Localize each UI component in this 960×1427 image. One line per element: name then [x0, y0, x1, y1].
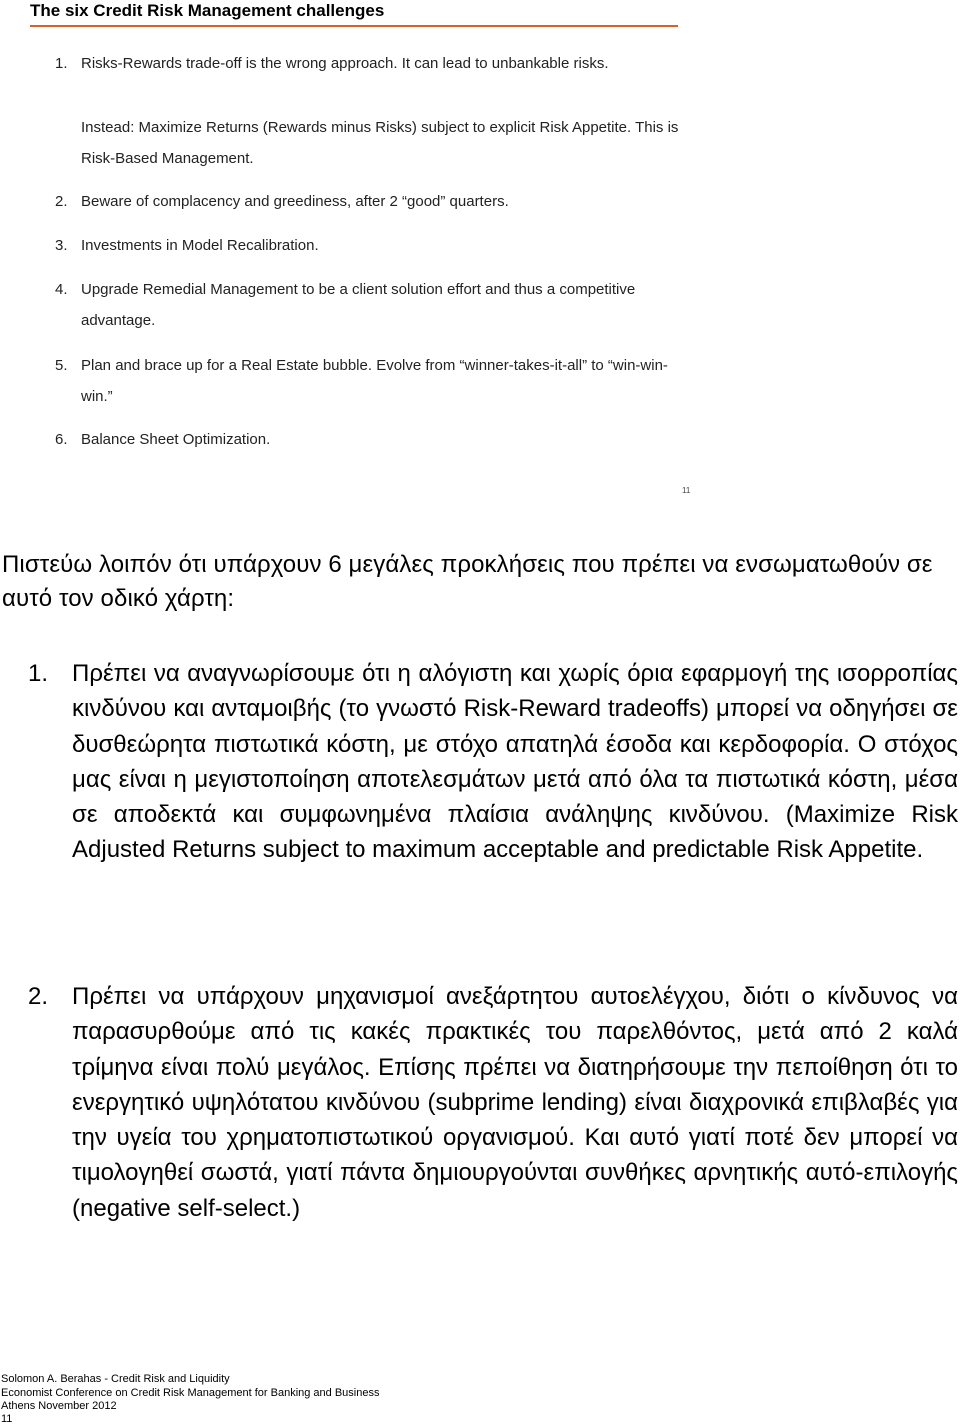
slide-item-text: Balance Sheet Optimization. [81, 431, 271, 448]
body-item-number: 1. [28, 660, 49, 687]
footer-author: Solomon A. Berahas - Credit Risk and Liquidity [1, 1373, 230, 1385]
footer-date: Athens November 2012 [1, 1400, 117, 1412]
slide-page-number: 11 [682, 486, 691, 495]
footer-conference: Economist Conference on Credit Risk Management for Banking and Business [1, 1387, 380, 1399]
slide-item-number: 6. [55, 431, 68, 448]
body-item-text: Πρέπει να αναγνωρίσουμε ότι η αλόγιστη και χωρίς όρια εφαρμογή της ισορροπίας κινδύνου και ανταμοιβής (το γνωστό Risk-Reward tradeoffs) μπορεί να οδηγήσει σε δυσθεώρητα πιστωτικά κόστη, με στόχο απατηλά έσοδα και κερδοφορία. Ο στόχος μας είναι η μεγιστοποίηση αποτελεσμάτων μετά από όλα τα πιστωτικά κόστη, μέσα σε αποδεκτά και συμφωνημένα πλαίσια ανάληψης κινδύνου. (Maximize Risk Adjusted Returns subject to maximum acceptable and predictable Risk Appetite. [72, 660, 958, 864]
slide-item-text: Beware of complacency and greediness, after 2 “good” quarters. [81, 193, 509, 210]
slide-item-number: 3. [55, 237, 68, 254]
slide-item-text: Upgrade Remedial Management to be a client solution effort and thus a competitive advantage. [81, 281, 636, 329]
slide-item-number: 5. [55, 357, 68, 374]
title-underline [30, 25, 678, 27]
slide-item-number: 4. [55, 281, 68, 298]
slide-item-text: Plan and brace up for a Real Estate bubble. Evolve from “winner-takes-it-all” to “win-win-win.” [81, 357, 668, 405]
body-item-number: 2. [28, 983, 49, 1010]
slide-item-number: 2. [55, 193, 68, 210]
slide-title: The six Credit Risk Management challenges [30, 1, 385, 20]
slide-item-text: Investments in Model Recalibration. [81, 237, 319, 254]
slide-item-number: 1. [55, 55, 68, 72]
footer-page-number: 11 [1, 1413, 13, 1425]
body-item-text: Πρέπει να υπάρχουν μηχανισμοί ανεξάρτητου αυτοελέγχου, διότι ο κίνδυνος να παρασυρθούμε από τις κακές πρακτικές του παρελθόντος, μετά από 2 καλά τρίμηνα είναι πολύ μεγάλος. Επίσης πρέπει να διατηρήσουμε την πεποίθηση ότι το ενεργητικό υψηλότατου κινδύνου (subprime lending) είναι διαχρονικά επιβλαβές για την υγεία του χρηματοπιστωτικού οργανισμού. Και αυτό γιατί ποτέ δεν μπορεί να τιμολογηθεί σωστά, γιατί πάντα δημιουργούνται συνθήκες αρνητικής αυτό-επιλογής (negative self-select.) [72, 983, 958, 1222]
intro-paragraph: Πιστεύω λοιπόν ότι υπάρχουν 6 μεγάλες προκλήσεις που πρέπει να ενσωματωθούν σε αυτό τον οδικό χάρτη: [2, 551, 933, 612]
slide-item-text: Instead: Maximize Returns (Rewards minus Risks) subject to explicit Risk Appetite. This is Risk-Based Management. [81, 119, 679, 167]
slide-item-text: Risks-Rewards trade-off is the wrong approach. It can lead to unbankable risks. [81, 55, 609, 72]
